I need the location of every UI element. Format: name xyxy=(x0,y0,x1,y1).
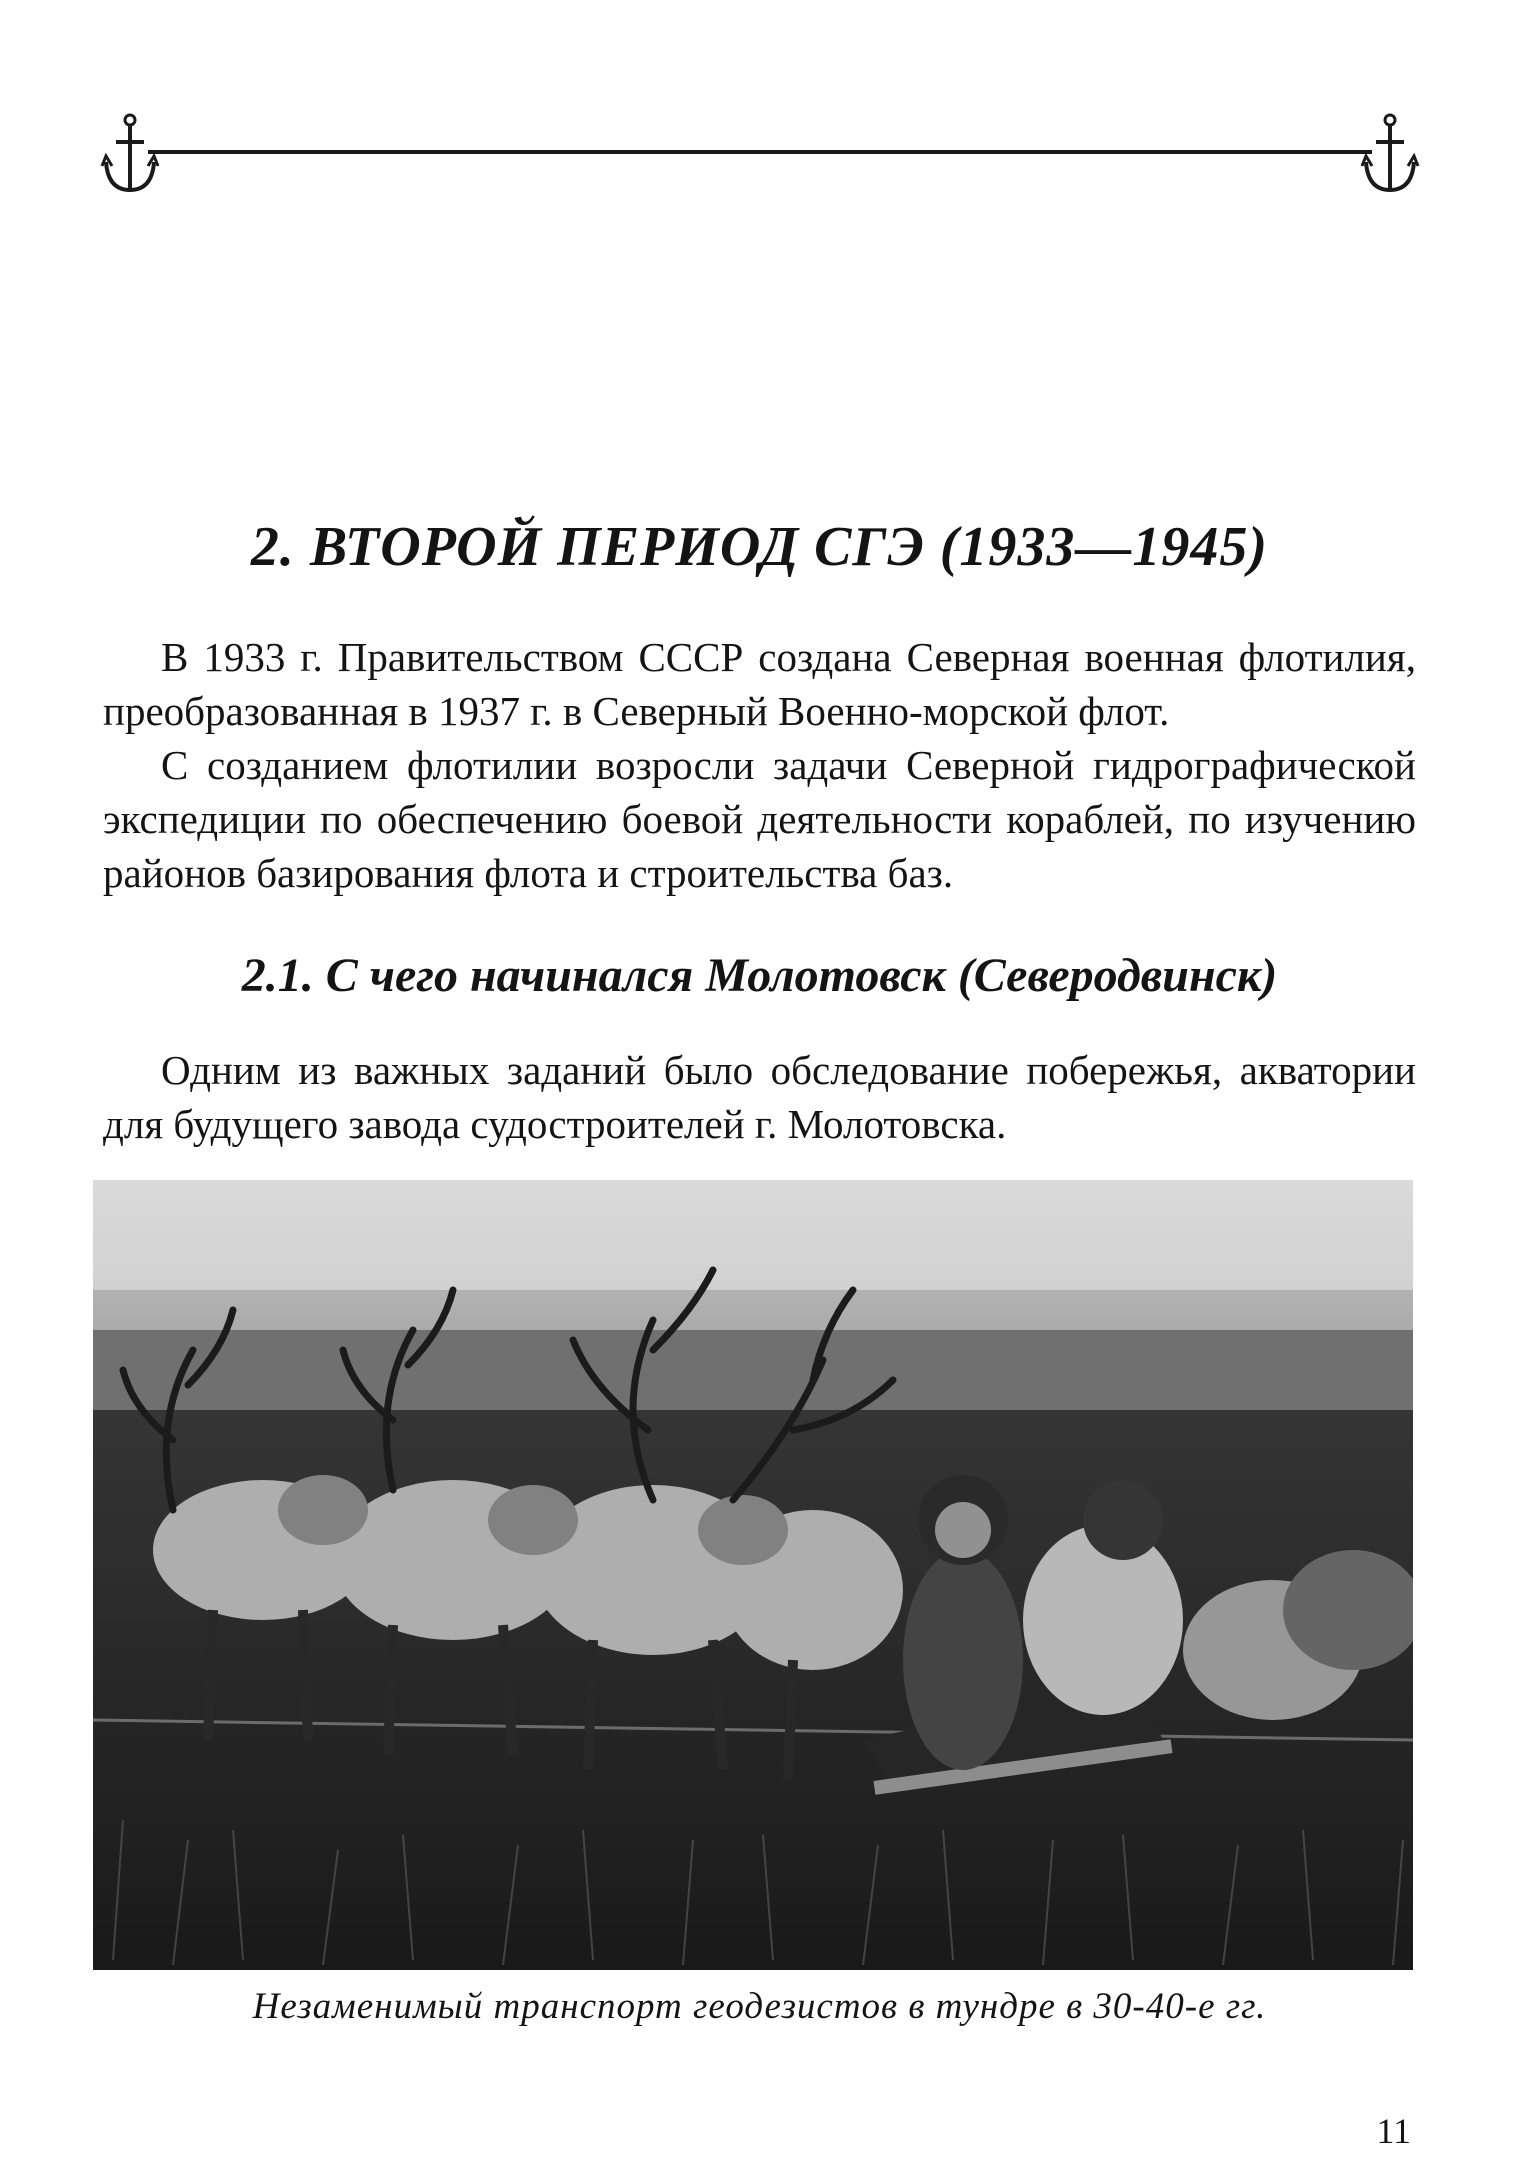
body-paragraph: В 1933 г. Правительством СССР создана Северная военная флотилия, преобразованная в 1937 г. в Северный Военно-морской флот. xyxy=(103,634,1416,734)
page-number: 11 xyxy=(1376,2111,1411,2151)
body-paragraph: Одним из важных заданий было обследование побережья, акватории для будущего завода судостроителей г. Молотовска. xyxy=(103,1047,1416,1147)
section-title: 2. ВТОРОЙ ПЕРИОД СГЭ (1933—1945) xyxy=(250,516,1269,578)
photo-reindeer-sledge xyxy=(93,1180,1413,1970)
figure-caption: Незаменимый транспорт геодезистов в тундре в 30-40-е гг. xyxy=(252,1986,1267,2027)
section-body xyxy=(103,630,1416,900)
anchor-icon xyxy=(100,112,160,196)
anchor-icon xyxy=(1360,112,1420,196)
photo-illustration xyxy=(93,1180,1413,1970)
header-rule xyxy=(148,150,1372,154)
body-paragraph: С созданием флотилии возросли задачи Северной гидрографической экспедиции по обеспечению боевой деятельности кораблей, по изучению районов базирования флота и строительства баз. xyxy=(103,742,1416,896)
subsection-title: 2.1. С чего начинался Молотовск (Северодвинск) xyxy=(241,949,1278,1002)
subsection-body xyxy=(103,1043,1416,1151)
page-header xyxy=(100,112,1420,202)
